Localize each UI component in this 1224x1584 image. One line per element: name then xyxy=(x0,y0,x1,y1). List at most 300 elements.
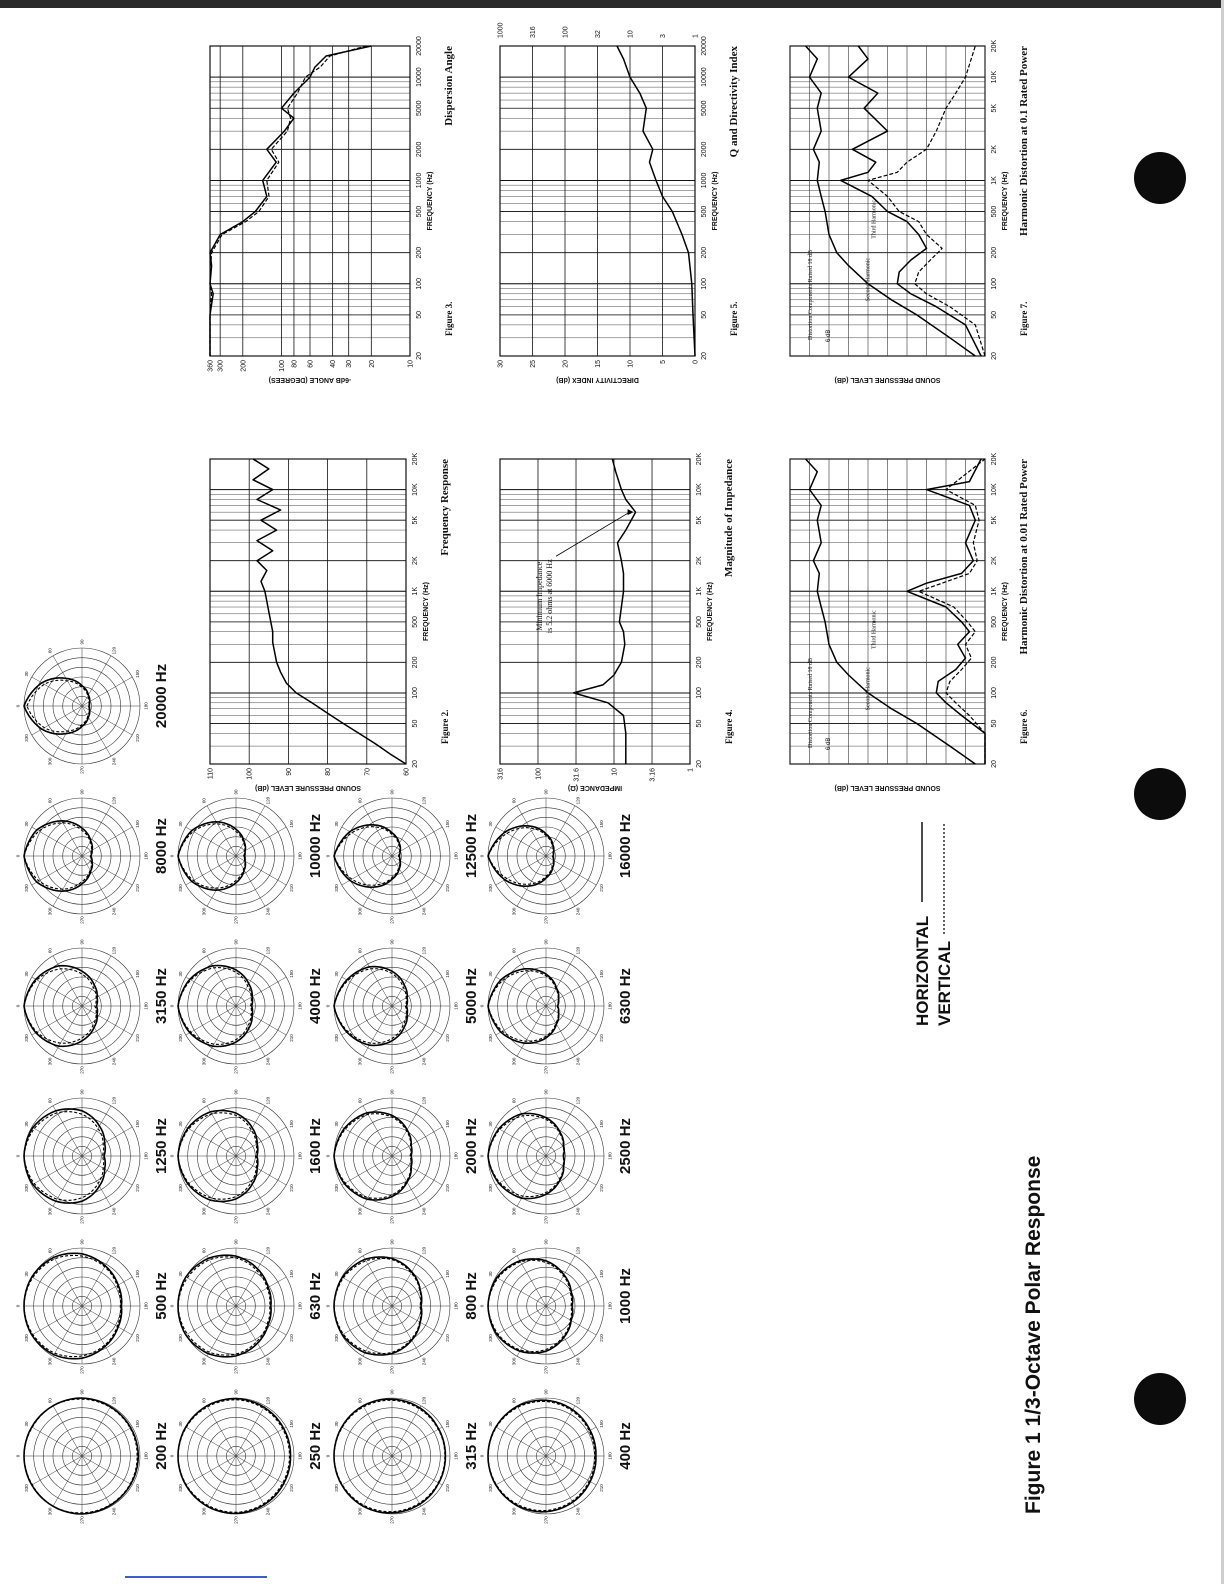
angle-label: 0 xyxy=(15,854,21,858)
angle-label: 300 xyxy=(357,1507,363,1516)
angle-label: 210 xyxy=(288,1334,294,1342)
angle-label: 150 xyxy=(444,970,450,978)
angle-label: 150 xyxy=(444,1120,450,1128)
angle-label: 300 xyxy=(201,907,207,916)
x-tick-label: 500 xyxy=(412,616,419,628)
angle-label: 330 xyxy=(488,1334,494,1342)
figure-title: Harmonic Distortion at 0.1 Rated Power xyxy=(1018,46,1030,237)
x-tick-label: 2K xyxy=(991,145,998,154)
angle-label: 30 xyxy=(334,971,340,977)
polar-spoke xyxy=(392,1127,442,1156)
angle-label: 180 xyxy=(297,1152,303,1160)
y-tick-label: 60 xyxy=(403,768,411,776)
polar-plot xyxy=(16,1239,171,1374)
polar-spoke xyxy=(186,1127,236,1156)
polar-plot xyxy=(480,1239,635,1374)
angle-label: 150 xyxy=(598,820,604,828)
x-tick-label: 100 xyxy=(991,687,998,699)
angle-label: 180 xyxy=(143,1302,149,1310)
angle-label: 30 xyxy=(24,1271,30,1277)
chart-fig4 xyxy=(498,452,736,791)
polar-plot xyxy=(170,1239,325,1374)
angle-label: 120 xyxy=(575,1246,581,1255)
y-tick-label: 5 xyxy=(660,360,667,364)
angle-label: 180 xyxy=(143,1152,149,1160)
polar-plot xyxy=(16,1089,171,1224)
angle-label: 0 xyxy=(15,1154,21,1158)
angle-label: 90 xyxy=(389,1239,395,1245)
angle-label: 240 xyxy=(575,1207,581,1216)
polar-spoke xyxy=(496,977,546,1006)
angle-label: 300 xyxy=(201,1507,207,1516)
polar-spoke xyxy=(363,1456,392,1506)
q-tick-label: 316 xyxy=(530,26,537,38)
angle-label: 0 xyxy=(325,1004,331,1008)
polar-freq-label: 315 Hz xyxy=(463,1422,480,1470)
polar-spoke xyxy=(546,1106,575,1156)
polar-spoke xyxy=(546,806,575,856)
angle-label: 0 xyxy=(169,1454,175,1458)
angle-label: 90 xyxy=(79,639,85,645)
angle-label: 120 xyxy=(575,946,581,955)
y-tick-label: 30 xyxy=(497,360,505,368)
angle-label: 0 xyxy=(479,1154,485,1158)
x-tick-label: 50 xyxy=(416,310,423,319)
angle-label: 30 xyxy=(178,821,184,827)
polar-spoke xyxy=(32,977,82,1006)
polar-spoke xyxy=(392,977,442,1006)
angle-label: 60 xyxy=(201,1398,207,1404)
angle-label: 150 xyxy=(288,1420,294,1428)
x-tick-label: 2K xyxy=(696,556,703,565)
polar-freq-label: 2000 Hz xyxy=(463,1118,480,1174)
polar-freq-label: 630 Hz xyxy=(307,1272,324,1320)
polar-spoke xyxy=(496,856,546,885)
angle-label: 180 xyxy=(143,1002,149,1010)
angle-label: 60 xyxy=(47,948,53,954)
polar-freq-label: 200 Hz xyxy=(153,1422,170,1470)
angle-label: 270 xyxy=(543,1366,549,1374)
angle-label: 0 xyxy=(169,1304,175,1308)
angle-label: 240 xyxy=(265,907,271,916)
x-tick-label: 500 xyxy=(991,616,998,628)
polar-spoke xyxy=(546,1127,596,1156)
polar-spoke xyxy=(53,1306,82,1356)
q-tick-label: 10 xyxy=(627,30,635,38)
figure-title: Q and Directivity Index xyxy=(728,46,740,158)
angle-label: 180 xyxy=(297,1452,303,1460)
angle-label: 210 xyxy=(134,1034,140,1042)
x-tick-label: 20 xyxy=(412,760,419,768)
y-tick-label: 40 xyxy=(330,360,338,368)
angle-label: 180 xyxy=(297,1002,303,1010)
polar-plot xyxy=(326,789,481,924)
angle-label: 270 xyxy=(233,916,239,924)
polar-spoke xyxy=(186,1156,236,1185)
chart-fig3 xyxy=(208,36,456,383)
y-tick-label: 15 xyxy=(595,360,602,368)
x-tick-label: 50 xyxy=(991,310,998,319)
polar-spoke xyxy=(392,1427,442,1456)
polar-spoke xyxy=(236,1406,265,1456)
polar-spoke xyxy=(207,1406,236,1456)
polar-spoke xyxy=(186,977,236,1006)
angle-label: 240 xyxy=(265,1507,271,1516)
angle-label: 270 xyxy=(543,916,549,924)
polar-spoke xyxy=(207,806,236,856)
angle-label: 60 xyxy=(201,948,207,954)
angle-label: 240 xyxy=(111,1057,117,1066)
polar-freq-label: 8000 Hz xyxy=(153,818,170,874)
q-tick-label: 3 xyxy=(660,34,667,38)
angle-label: 150 xyxy=(134,970,140,978)
polar-spoke xyxy=(363,1406,392,1456)
polar-spoke xyxy=(236,1006,265,1056)
angle-label: 300 xyxy=(47,1207,53,1216)
polar-spoke xyxy=(496,1006,546,1035)
angle-label: 150 xyxy=(134,1120,140,1128)
x-tick-label: 1000 xyxy=(416,172,423,189)
angle-label: 270 xyxy=(543,1216,549,1224)
x-tick-label: 10K xyxy=(696,483,703,496)
polar-freq-label: 1600 Hz xyxy=(307,1118,324,1174)
angle-label: 180 xyxy=(453,1302,459,1310)
angle-label: 0 xyxy=(479,1454,485,1458)
polar-spoke xyxy=(82,1456,111,1506)
angle-label: 330 xyxy=(24,734,30,742)
angle-label: 60 xyxy=(47,1098,53,1104)
angle-label: 330 xyxy=(24,1484,30,1492)
polar-spoke xyxy=(32,827,82,856)
x-tick-label: 500 xyxy=(416,205,423,218)
x-tick-label: 50 xyxy=(991,719,998,728)
polar-spoke xyxy=(82,1456,132,1485)
q-tick-label: 1000 xyxy=(497,22,505,38)
figure-label: Figure 2. xyxy=(440,709,450,744)
angle-label: 210 xyxy=(598,884,604,892)
x-tick-label: 20 xyxy=(991,352,998,360)
polar-spoke xyxy=(496,1306,546,1335)
polar-spoke xyxy=(207,1156,236,1206)
x-axis-label: FREQUENCY (Hz) xyxy=(707,582,714,641)
y-tick-label: 360 xyxy=(207,360,215,372)
angle-label: 240 xyxy=(575,1357,581,1366)
polar-plot xyxy=(480,1089,635,1224)
y-axis-label: DIRECTIVITY INDEX (dB) xyxy=(556,376,639,383)
x-tick-label: 20K xyxy=(991,39,998,53)
polar-spoke xyxy=(517,1406,546,1456)
angle-label: 0 xyxy=(15,1304,21,1308)
figure-title: Magnitude of Impedance xyxy=(723,459,735,577)
angle-label: 30 xyxy=(24,671,30,677)
angle-label: 60 xyxy=(201,1248,207,1254)
polar-spoke xyxy=(392,806,421,856)
polar-spoke xyxy=(186,827,236,856)
polar-spoke xyxy=(53,856,82,906)
figure-label: Figure 4. xyxy=(724,709,734,744)
angle-label: 120 xyxy=(111,1396,117,1405)
plot-frame xyxy=(500,459,690,764)
series-line xyxy=(574,459,636,764)
y-tick-label: 31.6 xyxy=(573,768,581,782)
angle-label: 210 xyxy=(134,1484,140,1492)
polar-spoke xyxy=(32,1306,82,1335)
polar-plot xyxy=(16,639,171,774)
angle-label: 30 xyxy=(178,1271,184,1277)
x-tick-label: 10K xyxy=(412,483,419,496)
angle-label: 210 xyxy=(598,1184,604,1192)
x-axis-label: FREQUENCY (Hz) xyxy=(712,171,719,231)
y-axis-label: SOUND PRESSURE LEVEL (dB) xyxy=(834,784,941,791)
angle-label: 210 xyxy=(134,734,140,742)
angle-label: 0 xyxy=(169,854,175,858)
angle-label: 300 xyxy=(47,907,53,916)
polar-freq-label: 400 Hz xyxy=(617,1422,634,1470)
polar-spoke xyxy=(236,1127,286,1156)
polar-spoke xyxy=(496,1277,546,1306)
angle-label: 0 xyxy=(325,1154,331,1158)
y-tick-label: 10 xyxy=(627,360,635,368)
angle-label: 240 xyxy=(111,757,117,766)
polar-spoke xyxy=(186,1277,236,1306)
angle-label: 120 xyxy=(265,946,271,955)
annotation-text: Distortion Components Raised 18 dB xyxy=(808,658,814,748)
polar-spoke xyxy=(82,706,111,756)
polar-spoke xyxy=(546,1156,575,1206)
angle-label: 90 xyxy=(79,939,85,945)
x-axis-label: FREQUENCY (Hz) xyxy=(1002,171,1009,231)
angle-label: 60 xyxy=(357,1248,363,1254)
angle-label: 60 xyxy=(511,1098,517,1104)
x-tick-label: 5K xyxy=(991,515,998,525)
angle-label: 300 xyxy=(357,1207,363,1216)
polar-spoke xyxy=(342,1277,392,1306)
y-tick-label: 60 xyxy=(307,360,315,368)
angle-label: 210 xyxy=(444,1184,450,1192)
angle-label: 210 xyxy=(288,1484,294,1492)
angle-label: 120 xyxy=(111,1246,117,1255)
polar-freq-label: 2500 Hz xyxy=(617,1118,634,1174)
x-tick-label: 5000 xyxy=(701,100,708,117)
angle-label: 150 xyxy=(598,1420,604,1428)
polar-spoke xyxy=(82,656,111,706)
polar-spoke xyxy=(496,827,546,856)
polar-freq-label: 3150 Hz xyxy=(153,968,170,1024)
angle-label: 270 xyxy=(233,1366,239,1374)
polar-plot xyxy=(170,789,325,924)
angle-label: 120 xyxy=(265,796,271,805)
polar-spoke xyxy=(82,1306,132,1335)
polar-spoke xyxy=(546,1456,596,1485)
angle-label: 270 xyxy=(389,1516,395,1524)
angle-label: 30 xyxy=(24,821,30,827)
q-tick-label: 32 xyxy=(595,30,602,38)
angle-label: 90 xyxy=(79,1089,85,1095)
angle-label: 240 xyxy=(575,1057,581,1066)
polar-spoke xyxy=(186,1006,236,1035)
polar-spoke xyxy=(342,1306,392,1335)
polar-spoke xyxy=(53,1406,82,1456)
angle-label: 330 xyxy=(24,884,30,892)
angle-label: 210 xyxy=(134,884,140,892)
polar-spoke xyxy=(236,1277,286,1306)
angle-label: 180 xyxy=(143,852,149,860)
y-tick-label: 100 xyxy=(278,360,286,372)
angle-label: 270 xyxy=(79,1516,85,1524)
y-axis-label: IMPEDANCE (Ω) xyxy=(567,784,623,791)
angle-label: 90 xyxy=(233,1089,239,1095)
angle-label: 0 xyxy=(479,854,485,858)
angle-label: 30 xyxy=(24,1121,30,1127)
x-axis-label: FREQUENCY (Hz) xyxy=(427,171,434,231)
polar-freq-label: 500 Hz xyxy=(153,1272,170,1320)
angle-label: 60 xyxy=(511,1248,517,1254)
angle-label: 240 xyxy=(111,1357,117,1366)
polar-spoke xyxy=(207,1006,236,1056)
polar-spoke xyxy=(342,1006,392,1035)
polar-spoke xyxy=(546,956,575,1006)
y-tick-label: 316 xyxy=(497,768,505,780)
angle-label: 180 xyxy=(607,1002,613,1010)
polar-spoke xyxy=(32,1427,82,1456)
q-tick-label: 1 xyxy=(692,34,700,38)
angle-label: 90 xyxy=(389,1089,395,1095)
angle-label: 0 xyxy=(479,1304,485,1308)
figure-title: Dispersion Angle xyxy=(443,46,455,126)
angle-label: 30 xyxy=(488,971,494,977)
polar-spoke xyxy=(363,1306,392,1356)
series-line xyxy=(841,46,981,356)
y-tick-label: 25 xyxy=(530,360,537,368)
angle-label: 30 xyxy=(488,821,494,827)
x-tick-label: 500 xyxy=(701,205,708,218)
polar-spoke xyxy=(82,1306,111,1356)
polar-plot xyxy=(480,939,635,1074)
angle-label: 300 xyxy=(47,757,53,766)
polar-spoke xyxy=(236,977,286,1006)
x-tick-label: 20 xyxy=(701,352,708,360)
angle-label: 90 xyxy=(233,1239,239,1245)
angle-label: 90 xyxy=(389,1389,395,1395)
angle-label: 210 xyxy=(288,1034,294,1042)
angle-label: 300 xyxy=(47,1057,53,1066)
angle-label: 300 xyxy=(511,1057,517,1066)
polar-spoke xyxy=(236,806,265,856)
polar-spoke xyxy=(53,1456,82,1506)
polar-spoke xyxy=(32,1277,82,1306)
polar-spoke xyxy=(392,856,421,906)
angle-label: 330 xyxy=(488,1184,494,1192)
x-tick-label: 100 xyxy=(696,687,703,699)
angle-label: 240 xyxy=(575,1507,581,1516)
series-line xyxy=(919,459,985,764)
y-tick-label: 80 xyxy=(325,768,333,776)
q-tick-label: 100 xyxy=(562,26,570,38)
angle-label: 60 xyxy=(47,648,53,654)
polar-freq-label: 1250 Hz xyxy=(153,1118,170,1174)
polar-spoke xyxy=(496,1127,546,1156)
polar-spoke xyxy=(236,1456,286,1485)
x-tick-label: 20 xyxy=(991,760,998,768)
y-tick-label: 0 xyxy=(692,360,700,364)
polar-spoke xyxy=(32,1006,82,1035)
angle-label: 150 xyxy=(444,1420,450,1428)
angle-label: 150 xyxy=(134,1420,140,1428)
y-tick-label: 10 xyxy=(407,360,415,368)
angle-label: 270 xyxy=(233,1216,239,1224)
figure-label: Figure 5. xyxy=(729,301,739,336)
angle-label: 180 xyxy=(143,1452,149,1460)
polar-spoke xyxy=(342,1127,392,1156)
polar-plot xyxy=(326,1089,481,1224)
angle-label: 240 xyxy=(421,1207,427,1216)
angle-label: 270 xyxy=(543,1066,549,1074)
angle-label: 0 xyxy=(15,704,21,708)
angle-label: 270 xyxy=(233,1516,239,1524)
angle-label: 150 xyxy=(134,670,140,678)
polar-spoke xyxy=(496,1156,546,1185)
angle-label: 210 xyxy=(444,1034,450,1042)
angle-label: 210 xyxy=(444,1484,450,1492)
angle-label: 150 xyxy=(444,820,450,828)
x-tick-label: 200 xyxy=(991,246,998,259)
polar-spoke xyxy=(32,1156,82,1185)
polar-plot xyxy=(326,1389,481,1524)
polar-spoke xyxy=(496,1427,546,1456)
angle-label: 60 xyxy=(511,1398,517,1404)
angle-label: 120 xyxy=(265,1246,271,1255)
polar-spoke xyxy=(236,1456,265,1506)
x-tick-label: 100 xyxy=(991,277,998,290)
polar-spoke xyxy=(546,1406,575,1456)
polar-spoke xyxy=(53,806,82,856)
angle-label: 300 xyxy=(357,907,363,916)
polar-spoke xyxy=(207,856,236,906)
polar-spoke xyxy=(517,1256,546,1306)
annotation-text: Minimum Impedance xyxy=(535,561,544,631)
angle-label: 330 xyxy=(178,1334,184,1342)
x-tick-label: 500 xyxy=(696,616,703,628)
angle-label: 300 xyxy=(511,1207,517,1216)
x-tick-label: 20K xyxy=(991,452,998,466)
chart-fig5 xyxy=(498,22,741,383)
x-tick-label: 50 xyxy=(696,719,703,728)
polar-plot xyxy=(16,939,171,1074)
polar-spoke xyxy=(82,1256,111,1306)
angle-label: 240 xyxy=(421,907,427,916)
x-tick-label: 5K xyxy=(412,515,419,525)
y-tick-label: 3.16 xyxy=(649,768,657,782)
figure-label: Figure 7. xyxy=(1019,301,1029,336)
polar-spoke xyxy=(517,1006,546,1056)
x-tick-label: 100 xyxy=(412,687,419,699)
x-tick-label: 1000 xyxy=(701,172,708,189)
y-axis-label: -6dB ANGLE (DEGREES) xyxy=(268,376,352,383)
polar-spoke xyxy=(236,1006,286,1035)
angle-label: 330 xyxy=(488,884,494,892)
legend-horizontal-label: HORIZONTAL xyxy=(913,915,932,1026)
x-tick-label: 200 xyxy=(991,656,998,669)
angle-label: 150 xyxy=(134,820,140,828)
angle-label: 270 xyxy=(79,1366,85,1374)
angle-label: 120 xyxy=(421,1396,427,1405)
angle-label: 150 xyxy=(288,1270,294,1278)
angle-label: 120 xyxy=(575,1396,581,1405)
x-tick-label: 500 xyxy=(991,205,998,218)
polar-spoke xyxy=(82,977,132,1006)
angle-label: 30 xyxy=(488,1271,494,1277)
polar-spoke xyxy=(392,1006,442,1035)
